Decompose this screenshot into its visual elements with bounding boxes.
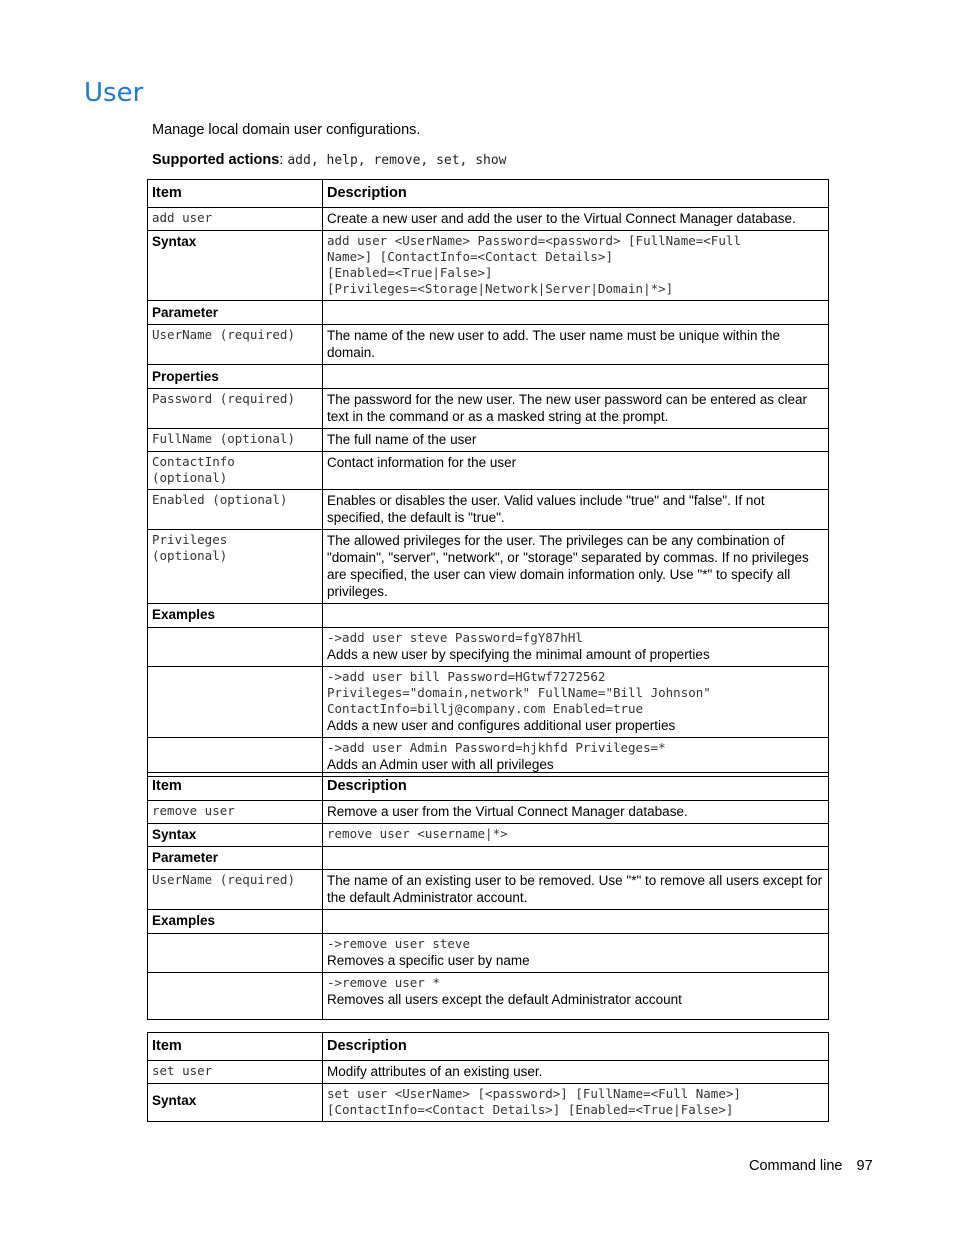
syntax-code (323, 231, 829, 301)
command-name: set user (152, 1063, 213, 1078)
table-row (148, 365, 829, 389)
table-row (148, 325, 829, 365)
supported-actions-list: add, help, remove, set, show (287, 153, 507, 168)
table-row (148, 389, 829, 429)
remove-user-table (147, 772, 829, 1020)
table-header-row (148, 773, 829, 801)
table-row (148, 801, 829, 824)
table-row (148, 1084, 829, 1122)
syntax-line: add user <UserName> Password=<password> [FullName=<Full (327, 233, 741, 248)
parameter-label: Parameter (148, 847, 323, 870)
table-row (148, 738, 829, 777)
syntax-label: Syntax (148, 1084, 323, 1122)
table-row (148, 429, 829, 452)
prop-enabled: Enabled (optional) (152, 492, 288, 507)
table-row (148, 824, 829, 847)
table-row (148, 1061, 829, 1084)
param-username-desc: The name of the new user to add. The user name must be unique within the domain. (323, 325, 829, 365)
prop-password-desc: The password for the new user. The new user password can be entered as clear text in the command or as a masked string at the prompt. (323, 389, 829, 429)
table-header-row (148, 1033, 829, 1061)
header-item: Item (148, 1033, 323, 1061)
parameter-label: Parameter (148, 301, 323, 325)
table-row (148, 490, 829, 530)
command-name: add user (152, 210, 213, 225)
param-username: UserName (required) (152, 872, 295, 887)
table-row (148, 231, 829, 301)
table-row (148, 667, 829, 738)
prop-enabled-desc: Enables or disables the user. Valid values include "true" and "false". If not specified, the default is "true". (323, 490, 829, 530)
supported-actions-separator: : (279, 152, 284, 168)
param-username-desc: The name of an existing user to be removed. Use "*" to remove all users except for the default Administrator account. (323, 870, 829, 910)
header-item: Item (148, 773, 323, 801)
syntax-code: remove user <username|*> (327, 826, 508, 841)
prop-privileges-desc: The allowed privileges for the user. The privileges can be any combination of "domain", "server", "network", or "storage" separated by commas. If no privileges are specified, the user can view domain information only. Use "*" to specify all privileges. (323, 530, 829, 604)
prop-contactinfo-desc: Contact information for the user (323, 452, 829, 490)
table-row (148, 934, 829, 973)
example-desc: Adds a new user by specifying the minimal amount of properties (327, 647, 710, 662)
prop-fullname-desc: The full name of the user (323, 429, 829, 452)
supported-actions-label: Supported actions (152, 152, 280, 168)
page-number: 97 (856, 1158, 873, 1174)
prop-fullname: FullName (optional) (152, 431, 295, 446)
example-code: ->add user steve Password=fgY87hHl (327, 630, 583, 645)
page-footer (749, 1158, 873, 1174)
syntax-line: [Enabled=<True|False>] (327, 265, 493, 280)
supported-actions (152, 152, 507, 168)
table-row (148, 301, 829, 325)
example-desc: Removes a specific user by name (327, 953, 530, 968)
param-username: UserName (required) (152, 327, 295, 342)
header-item: Item (148, 180, 323, 208)
prop-password: Password (required) (152, 391, 295, 406)
syntax-line: [Privileges=<Storage|Network|Server|Domain|*>] (327, 281, 674, 296)
table-row (148, 628, 829, 667)
properties-label: Properties (148, 365, 323, 389)
table-row (148, 910, 829, 934)
header-description: Description (323, 1033, 829, 1061)
example-desc: Adds a new user and configures additional user properties (327, 718, 676, 733)
table-header-row (148, 180, 829, 208)
syntax-line: set user <UserName> [<password>] [FullName=<Full Name>] (327, 1086, 741, 1101)
example-code: Privileges="domain,network" FullName="Bill Johnson" (327, 685, 711, 700)
syntax-label: Syntax (148, 231, 323, 301)
header-description: Description (323, 773, 829, 801)
table-row (148, 452, 829, 490)
header-description: Description (323, 180, 829, 208)
intro-text: Manage local domain user configurations. (152, 122, 421, 138)
example-desc: Removes all users except the default Administrator account (327, 992, 682, 1007)
table-row (148, 847, 829, 870)
examples-label: Examples (148, 604, 323, 628)
table-row (148, 208, 829, 231)
example-code: ->add user bill Password=HGtwf7272562 (327, 669, 606, 684)
example-desc: Adds an Admin user with all privileges (327, 757, 554, 772)
example-code: ContactInfo=billj@company.com Enabled=true (327, 701, 644, 716)
table-row (148, 604, 829, 628)
prop-privileges-optional: (optional) (152, 548, 228, 563)
example-code: ->add user Admin Password=hjkhfd Privileges=* (327, 740, 666, 755)
prop-privileges: Privileges (152, 532, 228, 547)
example-code: ->remove user * (327, 975, 440, 990)
command-description: Remove a user from the Virtual Connect Manager database. (323, 801, 829, 824)
page-title: User (84, 78, 144, 108)
add-user-table (147, 179, 829, 777)
table-row (148, 870, 829, 910)
set-user-table (147, 1032, 829, 1122)
syntax-line: [ContactInfo=<Contact Details>] [Enabled=<True|False>] (327, 1102, 734, 1117)
command-name: remove user (152, 803, 235, 818)
footer-section: Command line (749, 1158, 843, 1174)
syntax-line: Name>] [ContactInfo=<Contact Details>] (327, 249, 613, 264)
table-row (148, 530, 829, 604)
examples-label: Examples (148, 910, 323, 934)
table-row (148, 973, 829, 1020)
prop-contactinfo-optional: (optional) (152, 470, 228, 485)
command-description: Modify attributes of an existing user. (323, 1061, 829, 1084)
prop-contactinfo: ContactInfo (152, 454, 235, 469)
example-code: ->remove user steve (327, 936, 470, 951)
syntax-label: Syntax (148, 824, 323, 847)
command-description: Create a new user and add the user to the Virtual Connect Manager database. (323, 208, 829, 231)
